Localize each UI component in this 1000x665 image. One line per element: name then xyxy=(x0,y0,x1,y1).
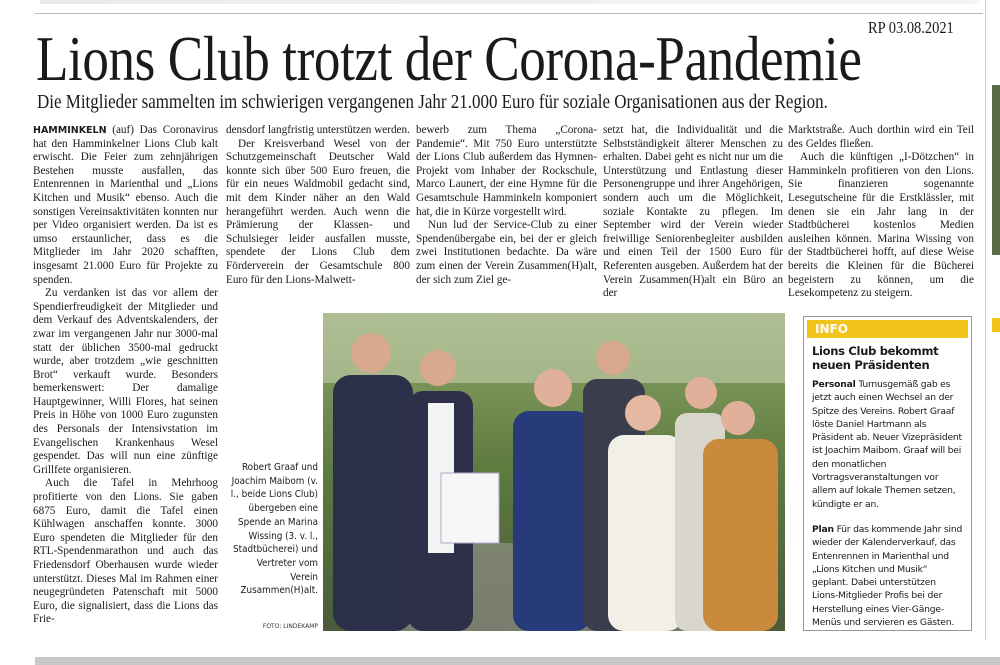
info-title: Lions Club bekommt neuen Präsidenten xyxy=(812,344,939,372)
headline: Lions Club trotzt der Corona-Pandemie xyxy=(36,23,862,94)
subtitle: Die Mitglieder sammelten im schwierigen vergangenen Jahr 21.000 Euro für soziale Organisationen aus der Region. xyxy=(37,92,828,113)
info-section-personal xyxy=(812,378,963,511)
bottom-bar xyxy=(35,657,1000,665)
photo-caption: Robert Graaf und Joachim Maibom (v. l., beide Lions Club) übergeben eine Spende an Marina Wissing (3. v. l., Stadtbücherei) und Vertreter vom Verein Zusammen(H)alt. xyxy=(230,462,318,597)
article-column-1 xyxy=(33,124,218,634)
paragraph: bewerb zum Thema „Corona-Pandemie“. Mit 750 Euro unterstützte der Lions Club außerdem das Hymnen-Projekt vom Inhaber der Rockschule, Marco Launert, der eine Hymne für die Gesamtschule Hamminkeln komponiert hat, die in Kürze vorgestellt wird. xyxy=(416,124,597,218)
paragraph: setzt hat, die Individualität und die Selbstständigkeit älterer Menschen zu erhalten. Dabei geht es nicht nur um die Unterstützung und Entlastung dieser Personengruppe und ihrer Angehörigen, sondern auch um die Möglichkeit, soziale Kontakte zu pflegen. Im September wird der Verein wieder freiwillige Seniorenbegleiter ausbilden und einen Teil der 1500 Euro für Referenten ausgeben. Außerdem hat der Verein Zusammen(H)alt ein Büro an der xyxy=(603,124,783,300)
previous-article-fragment xyxy=(40,0,980,4)
neighbor-info-fragment xyxy=(992,318,1000,332)
dateline: HAMMINKELN xyxy=(33,125,107,136)
paragraph: Auch die Tafel in Mehrhoog profitierte von den Lions. Sie gaben 6875 Euro, damit die Tafel einen Kühlwagen anschaffen konnte. 3000 Euro spendeten die Mitglieder für den RTL-Spendenmarathon und auch das Friedensdorf Oberhausen wurde wieder unterstützt. Dieses Mal im Rahmen einer neugegründeten Patenschaft mit 5000 Euro, die signalisiert, dass die Lions das Frie- xyxy=(33,477,218,626)
article-column-4 xyxy=(603,124,783,304)
photo-credit: FOTO: LINDEKAMP xyxy=(262,623,318,630)
source-date: RP 03.08.2021 xyxy=(868,18,954,37)
info-box xyxy=(803,316,972,631)
paragraph: Auch die künftigen „I-Dötzchen“ in Hamminkeln profitieren von den Lions. Sie finanzieren sogenannte Lesegutscheine für die Erstklässler, mit denen sie ein Jahr lang in der Stadtbücherei kostenlos Medien ausleihen können. Marina Wissing von der Stadtbücherei hofft, auf diese Weise bereits die Kleinen für die Bücherei begeistern zu können, um die Lesekompetenz zu steigern. xyxy=(788,151,974,300)
info-section-lead: Plan xyxy=(812,523,834,535)
paragraph: Der Kreisverband Wesel von der Schutzgemeinschaft Deutscher Wald konnte sich über 500 Euro freuen, die für ein neues Waldmobil gedacht sind, mit dem Kinder näher an den Wald herangeführt werden. Auch wenn die Prämierung der Klassen- und Schulsieger leider ausfallen musste, spendete der Lions Club dem Förderverein der Gesamtschule 800 Euro für den Lions-Malwett- xyxy=(226,137,410,286)
neighbor-photo-fragment xyxy=(992,85,1000,255)
paragraph: (auf) Das Coronavirus hat den Hamminkelner Lions Club kalt erwischt. Die Feier zum zehnjährigen Bestehen musste ausfallen, das Entenrennen in Marienthal und „Lions Kitchen und Musik“ ebenso. Auch die sonstigen Vereinsaktivitäten konnten nur per Video organisiert werden. Da ist es umso erstaunlicher, dass es die Mitglieder im Jahr 2020 schafften, insgesamt 21.000 Euro für Projekte zu spenden. xyxy=(33,124,218,286)
article-column-2 xyxy=(226,124,410,304)
info-section-text: Für das kommende Jahr sind wieder der Kalenderverkauf, das Entenrennen in Marienthal und „Lions Kitchen und Musik“ geplant. Dabei unterstützen Lions-Mitglieder Profis bei der Herstellung eines Vier-Gänge-Menüs und servieren es Gästen. xyxy=(812,523,963,629)
paragraph: Zu verdanken ist das vor allem der Spendierfreudigkeit der Mitglieder und dem Verkauf des Adventskalenders, der zwar im vergangenen Jahr nur 3000-mal statt der üblichen 3500-mal gedruckt wurde, aber trotzdem „wie geschnitten Brot“ verkauft wurde. Besonders bemerkenswert: Der damalige Hauptgewinner, Willi Flores, hat seinen Preis in Höhe von 1000 Euro zugunsten des Personals der Intensivstation im Evangelischen Krankenhaus Wesel gespendet. Das will nun eine zünftige Grillfete organisieren. xyxy=(33,287,218,476)
info-section-text: Turnusgemäß gab es jetzt auch einen Wechsel an der Spitze des Vereins. Robert Graaf löste Daniel Hartmann als Präsident ab. Neuer Vizepräsident ist Joachim Maibom. Graaf will bei den monatlichen Vortragsveranstaltungen vor allem auf lokale Themen setzen, kündigte er an. xyxy=(812,379,962,510)
paragraph: Marktstraße. Auch dorthin wird ein Teil des Geldes fließen. xyxy=(788,124,974,150)
info-label: INFO xyxy=(807,320,968,338)
info-section-plan xyxy=(812,523,963,629)
top-rule xyxy=(35,13,983,14)
article-photo xyxy=(323,313,785,631)
article-column-3 xyxy=(416,124,597,304)
article-column-5 xyxy=(788,124,974,304)
right-column-rule xyxy=(985,0,986,640)
paragraph: Nun lud der Service-Club zu einer Spendenübergabe ein, bei der er gleich zwei Institutionen bedachte. Da wäre zum einen der Verein Zusammen(H)alt, der sich zum Ziel ge- xyxy=(416,219,597,286)
paragraph: densdorf langfristig unterstützen werden. xyxy=(226,124,410,136)
info-section-lead: Personal xyxy=(812,379,856,390)
